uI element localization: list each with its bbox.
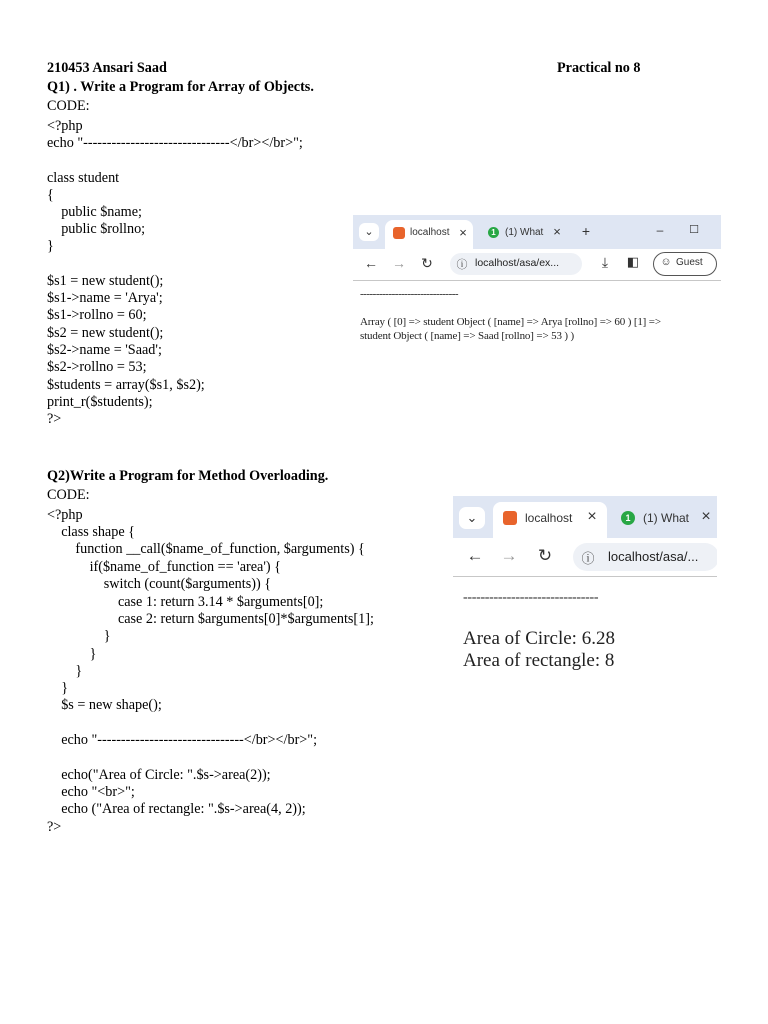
address-bar[interactable] [450, 253, 582, 275]
code-line: { [47, 187, 54, 203]
code-line: $s = new shape(); [47, 697, 162, 713]
code-line: case 2: return $arguments[0]*$arguments[1]; [47, 611, 374, 627]
whatsapp-badge-icon: 1 [621, 511, 635, 525]
practical-number: Practical no 8 [557, 60, 641, 76]
code-line: class shape { [47, 524, 135, 540]
output-separator: ------------------------------- [463, 590, 599, 605]
code-line: $s2->name = 'Saad'; [47, 342, 162, 358]
output-line: student Object ( [name] => Saad [rollno] => 53 ) ) [360, 330, 575, 342]
tab-title: (1) What [643, 511, 690, 525]
code-line: echo("Area of Circle: ".$s->area(2)); [47, 767, 271, 783]
tab-title: localhost [525, 511, 573, 525]
code-line: $students = array($s1, $s2); [47, 377, 205, 393]
new-tab-icon[interactable]: + [581, 223, 591, 239]
code-line: print_r($students); [47, 394, 153, 410]
code-line: $s1 = new student(); [47, 273, 164, 289]
q1-title: Q1) . Write a Program for Array of Objects. [47, 79, 314, 95]
guest-profile-button[interactable] [653, 252, 717, 276]
code-line: if($name_of_function == 'area') { [47, 559, 281, 575]
code-line: <?php [47, 507, 83, 523]
code-line: $s1->rollno = 60; [47, 307, 147, 323]
code-line: echo "-------------------------------</br></br>"; [47, 732, 318, 748]
browser-toolbar [453, 538, 717, 576]
code-line: case 1: return 3.14 * $arguments[0]; [47, 594, 324, 610]
tab-strip [353, 215, 721, 249]
q2-title: Q2)Write a Program for Method Overloading. [47, 468, 329, 484]
info-icon[interactable]: ⓘ [456, 259, 468, 271]
xampp-icon [503, 511, 517, 525]
info-icon[interactable]: ⓘ [581, 551, 595, 566]
code-line: $s1->name = 'Arya'; [47, 290, 163, 306]
code-line: public $name; [47, 204, 142, 220]
tab-strip [453, 496, 717, 538]
code-line: } [47, 628, 111, 644]
back-icon[interactable]: ← [364, 255, 378, 271]
tab-localhost[interactable] [385, 220, 473, 249]
reload-icon[interactable]: ↻ [537, 546, 553, 565]
tab-title: (1) What [505, 227, 544, 238]
sidepanel-icon[interactable]: ◧ [626, 254, 640, 269]
student-id-name: 210453 Ansari Saad [47, 60, 167, 76]
guest-label: Guest [676, 257, 703, 268]
close-tab-icon[interactable]: × [701, 508, 711, 525]
code-line: echo ("Area of rectangle: ".$s->area(4, 2)); [47, 801, 306, 817]
maximize-icon[interactable]: ☐ [689, 224, 699, 236]
browser-toolbar [353, 249, 721, 279]
code-line: echo "-------------------------------</br></br>"; [47, 135, 303, 151]
tab-search-icon[interactable]: ⌄ [459, 507, 485, 529]
download-icon[interactable]: ⤓ [601, 254, 609, 270]
code-line: <?php [47, 118, 83, 134]
whatsapp-badge-icon: 1 [488, 227, 499, 238]
forward-icon[interactable]: → [500, 546, 518, 565]
xampp-icon [393, 227, 405, 239]
code-line: } [47, 663, 83, 679]
tab-localhost[interactable] [493, 502, 607, 538]
code-line: public $rollno; [47, 221, 146, 237]
tab-title: localhost [410, 227, 450, 238]
code-line: echo "<br>"; [47, 784, 135, 800]
code-line: ?> [47, 411, 62, 427]
q1-browser-screenshot [353, 215, 721, 349]
profile-icon: ☺ [660, 256, 672, 268]
reload-icon[interactable]: ↻ [421, 255, 433, 271]
code-line: $s2 = new student(); [47, 325, 164, 341]
code-line: $s2->rollno = 53; [47, 359, 147, 375]
back-icon[interactable]: ← [466, 546, 484, 565]
url-text: localhost/asa/ex... [475, 257, 560, 269]
close-tab-icon[interactable]: × [459, 225, 467, 240]
q1-code-label: CODE: [47, 98, 90, 114]
output-separator: ------------------------------- [360, 288, 459, 300]
forward-icon[interactable]: → [392, 255, 406, 271]
code-line: function __call($name_of_function, $arguments) { [47, 541, 365, 557]
address-bar[interactable] [573, 543, 717, 571]
output-line: Area of Circle: 6.28 [463, 628, 615, 649]
close-tab-icon[interactable]: × [553, 224, 561, 239]
code-line: } [47, 238, 54, 254]
tab-search-icon[interactable]: ⌄ [359, 223, 379, 241]
page-content [453, 577, 717, 680]
close-tab-icon[interactable]: × [587, 508, 597, 525]
output-line: Area of rectangle: 8 [463, 650, 615, 671]
code-line: ?> [47, 819, 62, 835]
code-line: } [47, 680, 68, 696]
page-content [353, 281, 721, 349]
code-line: } [47, 646, 97, 662]
q2-code-label: CODE: [47, 487, 90, 503]
q2-browser-screenshot [453, 496, 717, 680]
code-line: class student [47, 170, 120, 186]
output-line: Array ( [0] => student Object ( [name] => Arya [rollno] => 60 ) [1] => [360, 316, 661, 328]
url-text: localhost/asa/... [608, 549, 699, 564]
minimize-icon[interactable]: – [656, 223, 664, 237]
code-line: switch (count($arguments)) { [47, 576, 272, 592]
